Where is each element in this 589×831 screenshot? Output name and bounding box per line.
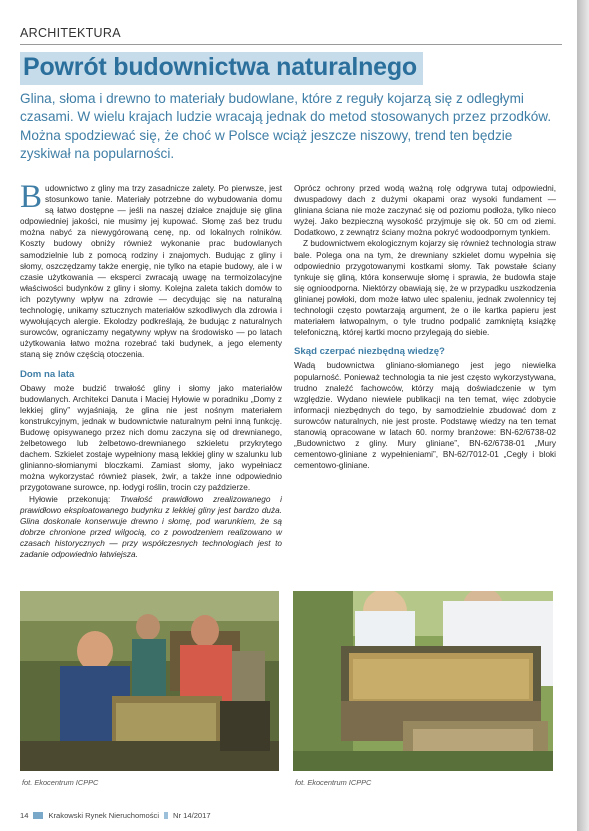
- paragraph-1: [20, 179, 282, 361]
- article-title: Powrót budownictwa naturalnego: [20, 52, 423, 85]
- subheading-dom-na-lata: Dom na lata: [20, 368, 75, 380]
- issue-number: Nr 14/2017: [173, 811, 211, 820]
- paragraph-3: [20, 494, 282, 561]
- drop-cap: B: [20, 179, 43, 215]
- photo-clay-mixing: [20, 591, 279, 771]
- subheading-wiedza: Skąd czerpać niezbędną wiedzę?: [294, 346, 445, 358]
- article-column-left: [20, 179, 283, 560]
- photo-straw-box: [293, 591, 553, 771]
- paragraph-1-text: udownictwo z gliny ma trzy zasadnicze zalety. Po pierwsze, jest stosunkowo tanie. Materiały potrzebne do wybudowania domu są łatwo dostępne — jeśli na naszej działce znajduje się glina odpowiedniej jakości, nie musimy jej kupować. Słomę zaś bez trudu można nabyć za niewygórowaną cenę, np. od lokalnych rolników. Koszty budowy obniży również wykonanie prac budowlanych samodzielnie lub z pomocą rodziny i znajomych. Budując z gliny i słomy, oszczędzamy także energię, nie tylko na etapie budowy, ale i w czasie użytkowania — eksperci zwracają uwagę na termoizolacyjne właściwości budynków z gliny i słomy. Kolejna zaleta takich domów to ich pozytywny wpływ na zdrowie — decydując się na naturalną technologię, unikamy sztucznych materiałów szkodliwych dla zdrowia i wywołujących alergie. Ekolodzy podkreślają, że budując z naturalnych surowców, ograniczamy negatywny wpływ na środowisko — po latach użytkowania łatwo można rozebrać taki budynek, a jego elementy staną się znów częścią otoczenia.: [20, 184, 282, 360]
- page-number: 14: [20, 811, 29, 820]
- photo-caption-right: fot. Ekocentrum ICPPC: [295, 778, 372, 787]
- paragraph-5: Wadą budownictwa gliniano-słomianego jest jego niewielka popularność. Ponieważ technologia ta nie jest często wykorzystywana, trudno znaleźć fachowców, którzy mają doświadczenie w tym względzie. Wydano niewiele publikacji na ten temat, więc zdobycie informacji niezbędnych do tego, by samodzielnie zbudować dom z surowców naturalnych, nie jest proste. Podstawę wiedzy na ten temat stanowią opracowane w latach 60. normy branżowe: BN-62/6738-02 „Budownictwo z gliny. Mury gliniane”, BN-62/6738-01 „Mury cementowo-gliniane z wypełnieniami”, BN-62/7012-01 „Cegły i bloki cementowo-gliniane.: [294, 361, 556, 471]
- footer-separator-icon: [33, 812, 43, 819]
- section-divider: [20, 44, 562, 45]
- photo-clay-mixing-illustration: [20, 591, 279, 771]
- paragraph-3-intro: Hyłowie przekonują:: [29, 494, 120, 504]
- footer-separator-icon-small: [164, 812, 168, 819]
- publication-name: Krakowski Rynek Nieruchomości: [48, 811, 160, 820]
- article-lead: Glina, słoma i drewno to materiały budowlane, które z reguły kojarzą się z odległymi czasami. W wielu krajach ludzie wracają jednak do metod stosowanych przez przodków. Można spodziewać się, że choć w Polsce wciąż jeszcze niszowy, trend ten będzie zyskiwał na popularności.: [20, 91, 552, 161]
- photo-caption-left: fot. Ekocentrum ICPPC: [22, 778, 99, 787]
- photo-straw-box-illustration: [293, 591, 553, 771]
- paragraph-2: Obawy może budzić trwałość gliny i słomy jako materiałów budowlanych. Architekci Danuta i Maciej Hyłowie w poradniku „Domy z lekkiej gliny” wyjaśniają, że glina nie jest nośnym materiałem konstrukcyjnym, jednak w budownictwie naturalnym pełni inną funkcję. Budowę opisywanego przez nich domu zaczyna się od drewnianego, żelbetowego lub żelbetowo-drewnianego szkieletu przykrytego dachem. Szkielet zostaje wypełniony masą lekkiej gliny w szalunku lub glinianno-słomianymi bloczkami. Zamiast słomy, jako wypełniacz można wykorzystać również piasek, żwir, a także inne odpowiednio przygotowane surowce, np. łodygi roślin, trocin czy paździerze.: [20, 383, 282, 493]
- paragraph-4: Z budownictwem ekologicznym kojarzy się również technologia straw bale. Polega ona na tym, że drewniany szkielet domu wypełnia się odpowiednio przygotowanymi kostkami słomy. Tak powstałe ściany tynkuje się gliną, która konserwuje słomę i sprawia, że budowla staje się ognioodporna. Niektórzy obawiają się, że w przypadku uszkodzenia glinianej powłoki, dom może łatwo ulec spaleniu, jednak zwolennicy tej technologii często powtarzają argument, że o ile kartka papieru jest materiałem łatwopalnym, o tyle trudno podpalić zamkniętą książkę telefoniczną, której kartki mocno przylegają do siebie.: [294, 239, 556, 338]
- paragraph-3-continued: Oprócz ochrony przed wodą ważną rolę odgrywa tutaj odpowiedni, dwuspadowy dach z dużymi okapami oraz wysoki fundament — gliniana ściana nie może zaczynać się od poziomu podłoża, tylko nieco wyżej. Jako bezpieczną wysokość przyjmuje się ok. 50 cm od ziemi. Dodatkowo, z zewnątrz ściany można pokryć wodoodpornym tynkiem.: [294, 184, 556, 238]
- section-label: ARCHITEKTURA: [20, 26, 121, 40]
- page-edge-shadow: [577, 0, 589, 831]
- page-footer: [20, 811, 211, 820]
- paragraph-3-quote: Trwałość prawidłowo zrealizowanego i prawidłowo eksploatowanego budynku z lekkiej gliny jest bardzo duża. Glina doskonale konserwuje drewno i słomę, pod warunkiem, że są dobrze chronione przed wilgocią, co z powodzeniem realizowano w czasach historycznych — przy współczesnych technologiach jest to zadanie odpowiednio łatwiejsza.: [20, 494, 283, 559]
- article-column-right: [294, 183, 556, 471]
